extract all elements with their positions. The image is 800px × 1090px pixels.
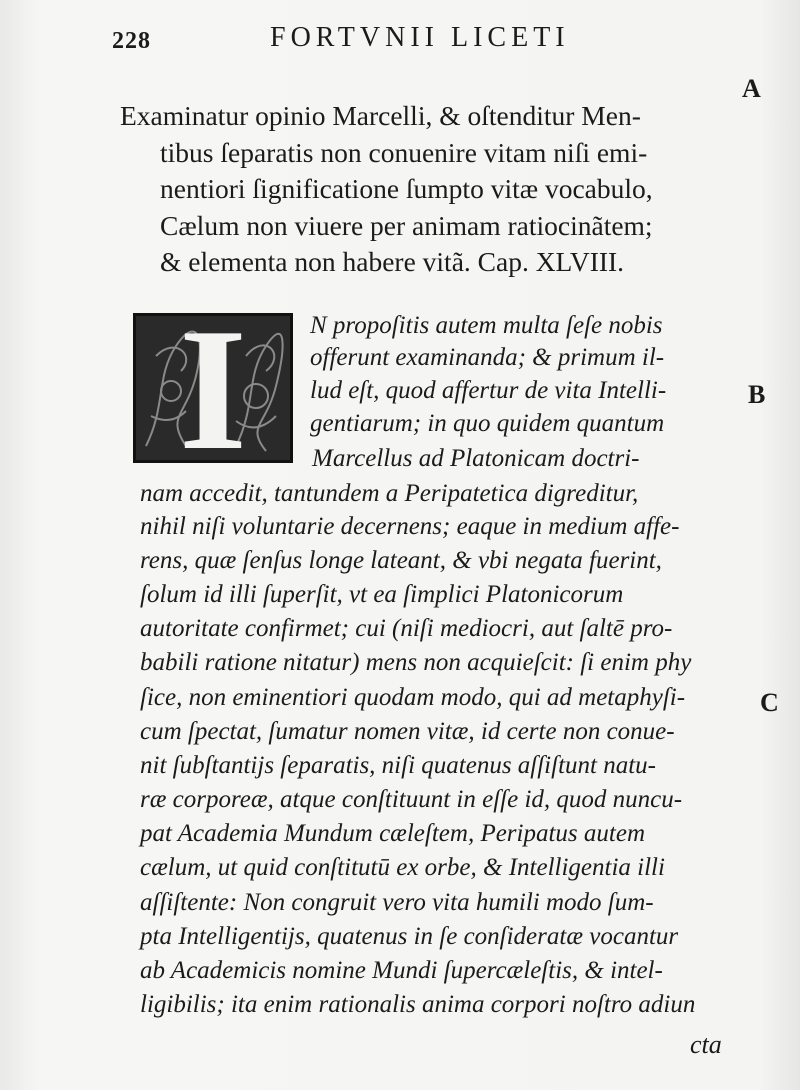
text-line: pta Intelligentijs, quatenus in ſe conſideratæ vocantur <box>140 923 679 950</box>
text-line: gentiarum; in quo quidem quantum <box>310 410 665 437</box>
chapter-heading <box>120 98 740 281</box>
running-head: FORTVNII LICETI <box>270 22 570 53</box>
text-line: ſolum id illi ſuperſit, vt ea ſimplici Platonicorum <box>140 581 624 608</box>
text-line: N propoſitis autem multa ſeſe nobis <box>310 312 663 339</box>
text-line: ab Academicis nomine Mundi ſupercæleſtis, & intel- <box>140 957 663 984</box>
text-line: aſſiſtente: Non congruit vero vita humili modo ſum- <box>140 889 654 916</box>
heading-line: Examinatur opinio Marcelli, & oſtenditur Men- <box>120 100 641 131</box>
text-line: nihil niſi voluntarie decernens; eaque in medium affe- <box>140 513 680 540</box>
text-line: autoritate confirmet; cui (niſi mediocri, aut ſaltē pro- <box>140 615 673 642</box>
text-line: pat Academia Mundum cæleſtem, Peripatus autem <box>140 820 646 847</box>
catchword: cta <box>690 1030 722 1059</box>
text-line: ſice, non eminentiori quodam modo, qui ad metaphyſi- <box>140 684 686 711</box>
text-line: cum ſpectat, ſumatur nomen vitæ, id certe non conue- <box>140 718 675 745</box>
heading-line: Cælum non viuere per animam ratiocinãtem; <box>160 209 653 241</box>
margin-letter-b: B <box>748 380 766 409</box>
text-line: lud eſt, quod affertur de vita Intelli- <box>310 377 667 404</box>
margin-letter-a: A <box>742 74 761 103</box>
heading-line: & elementa non habere vitã. Cap. XLVIII. <box>160 246 625 277</box>
page-number: 228 <box>112 28 151 54</box>
text-line: offerunt examinanda; & primum il- <box>310 344 665 371</box>
text-line: ræ corporeæ, atque conſtituunt in eſſe id, quod nuncu- <box>140 786 683 813</box>
text-line: babili ratione nitatur) mens non acquieſcit: ſi enim phy <box>140 649 692 676</box>
text-line: rens, quæ ſenſus longe lateant, & vbi negata fuerint, <box>140 547 662 574</box>
text-line: ligibilis; ita enim rationalis anima corpori noſtro adiun <box>140 991 696 1018</box>
ornamental-drop-cap <box>133 313 293 463</box>
text-line: cælum, ut quid conſtitutū ex orbe, & Intelligentia illi <box>140 854 665 881</box>
drop-cap-letter: I <box>178 313 248 463</box>
heading-line: nentiori ſignificatione ſumpto vitæ vocabulo, <box>160 173 653 204</box>
text-line: Marcellus ad Platonicam doctri- <box>312 445 640 472</box>
margin-letter-c: C <box>760 688 779 717</box>
heading-line: tibus ſeparatis non conuenire vitam niſi emi- <box>160 136 648 168</box>
text-line: nam accedit, tantundem a Peripatetica digreditur, <box>140 480 639 507</box>
show-through-text <box>160 60 780 86</box>
page-header <box>0 18 800 58</box>
text-line: nit ſubſtantijs ſeparatis, niſi quatenus aſſiſtunt natu- <box>140 752 656 779</box>
